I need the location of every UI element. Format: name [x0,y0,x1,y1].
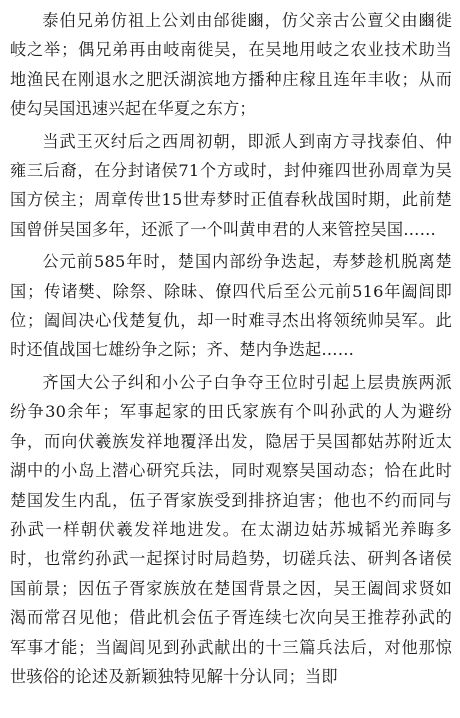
paragraph-1: 泰伯兄弟仿祖上公刘由邰徙豳，仿父亲古公亶父由豳徙岐之举；偶兄弟再由岐南徙吴，在吴地用岐之农业技术助当地渔民在刚退水之肥沃湖滨地方播种庄稼且连年丰收；从而使勾吴国迅速兴起在华夏之东方； [10,11,452,119]
paragraph-3: 公元前585年时，楚国内部纷争迭起，寿梦趁机脱离楚国；传诸樊、除祭、除昧、僚四代后至公元前516年阖闾即位；阖闾决心伐楚复仇，却一时难寻杰出将领统帅吴军。此时还值战国七雄纷争之际；齐、楚内争迭起…… [10,252,452,360]
paragraph-2: 当武王灭纣后之西周初朝，即派人到南方寻找泰伯、仲雍三后裔，在分封诸侯71个方或时，封仲雍四世孙周章为吴国方侯主；周章传世15世寿梦时正值春秋战国时期，此前楚国曾併吴国多年，还派了一个叫黄申君的人来管控吴国…… [10,131,452,239]
paragraph-4: 齐国大公子纠和小公子白争夺王位时引起上层贵族两派纷争30余年；军事起家的田氏家族有个叫孙武的人为避纷争，而向伏羲族发祥地覆泽出发，隐居于吴国都姑苏附近太湖中的小岛上潜心研究兵法，同时观察吴国动态；恰在此时楚国发生内乱，伍子胥家族受到排挤迫害；他也不约而同与孙武一样朝伏羲发祥地进发。在太湖边姑苏城韬光养晦多时，也常约孙武一起探讨时局趋势，切磋兵法、研判各诸侯国前景；因伍子胥家族放在楚国背景之因，吴王阖闾求贤如渴而常召见他；借此机会伍子胥连续七次向吴王推荐孙武的军事才能；当阖闾见到孙武献出的十三篇兵法后，对他那惊世骇俗的论述及新颖独特见解十分认同；当即 [10,372,452,686]
